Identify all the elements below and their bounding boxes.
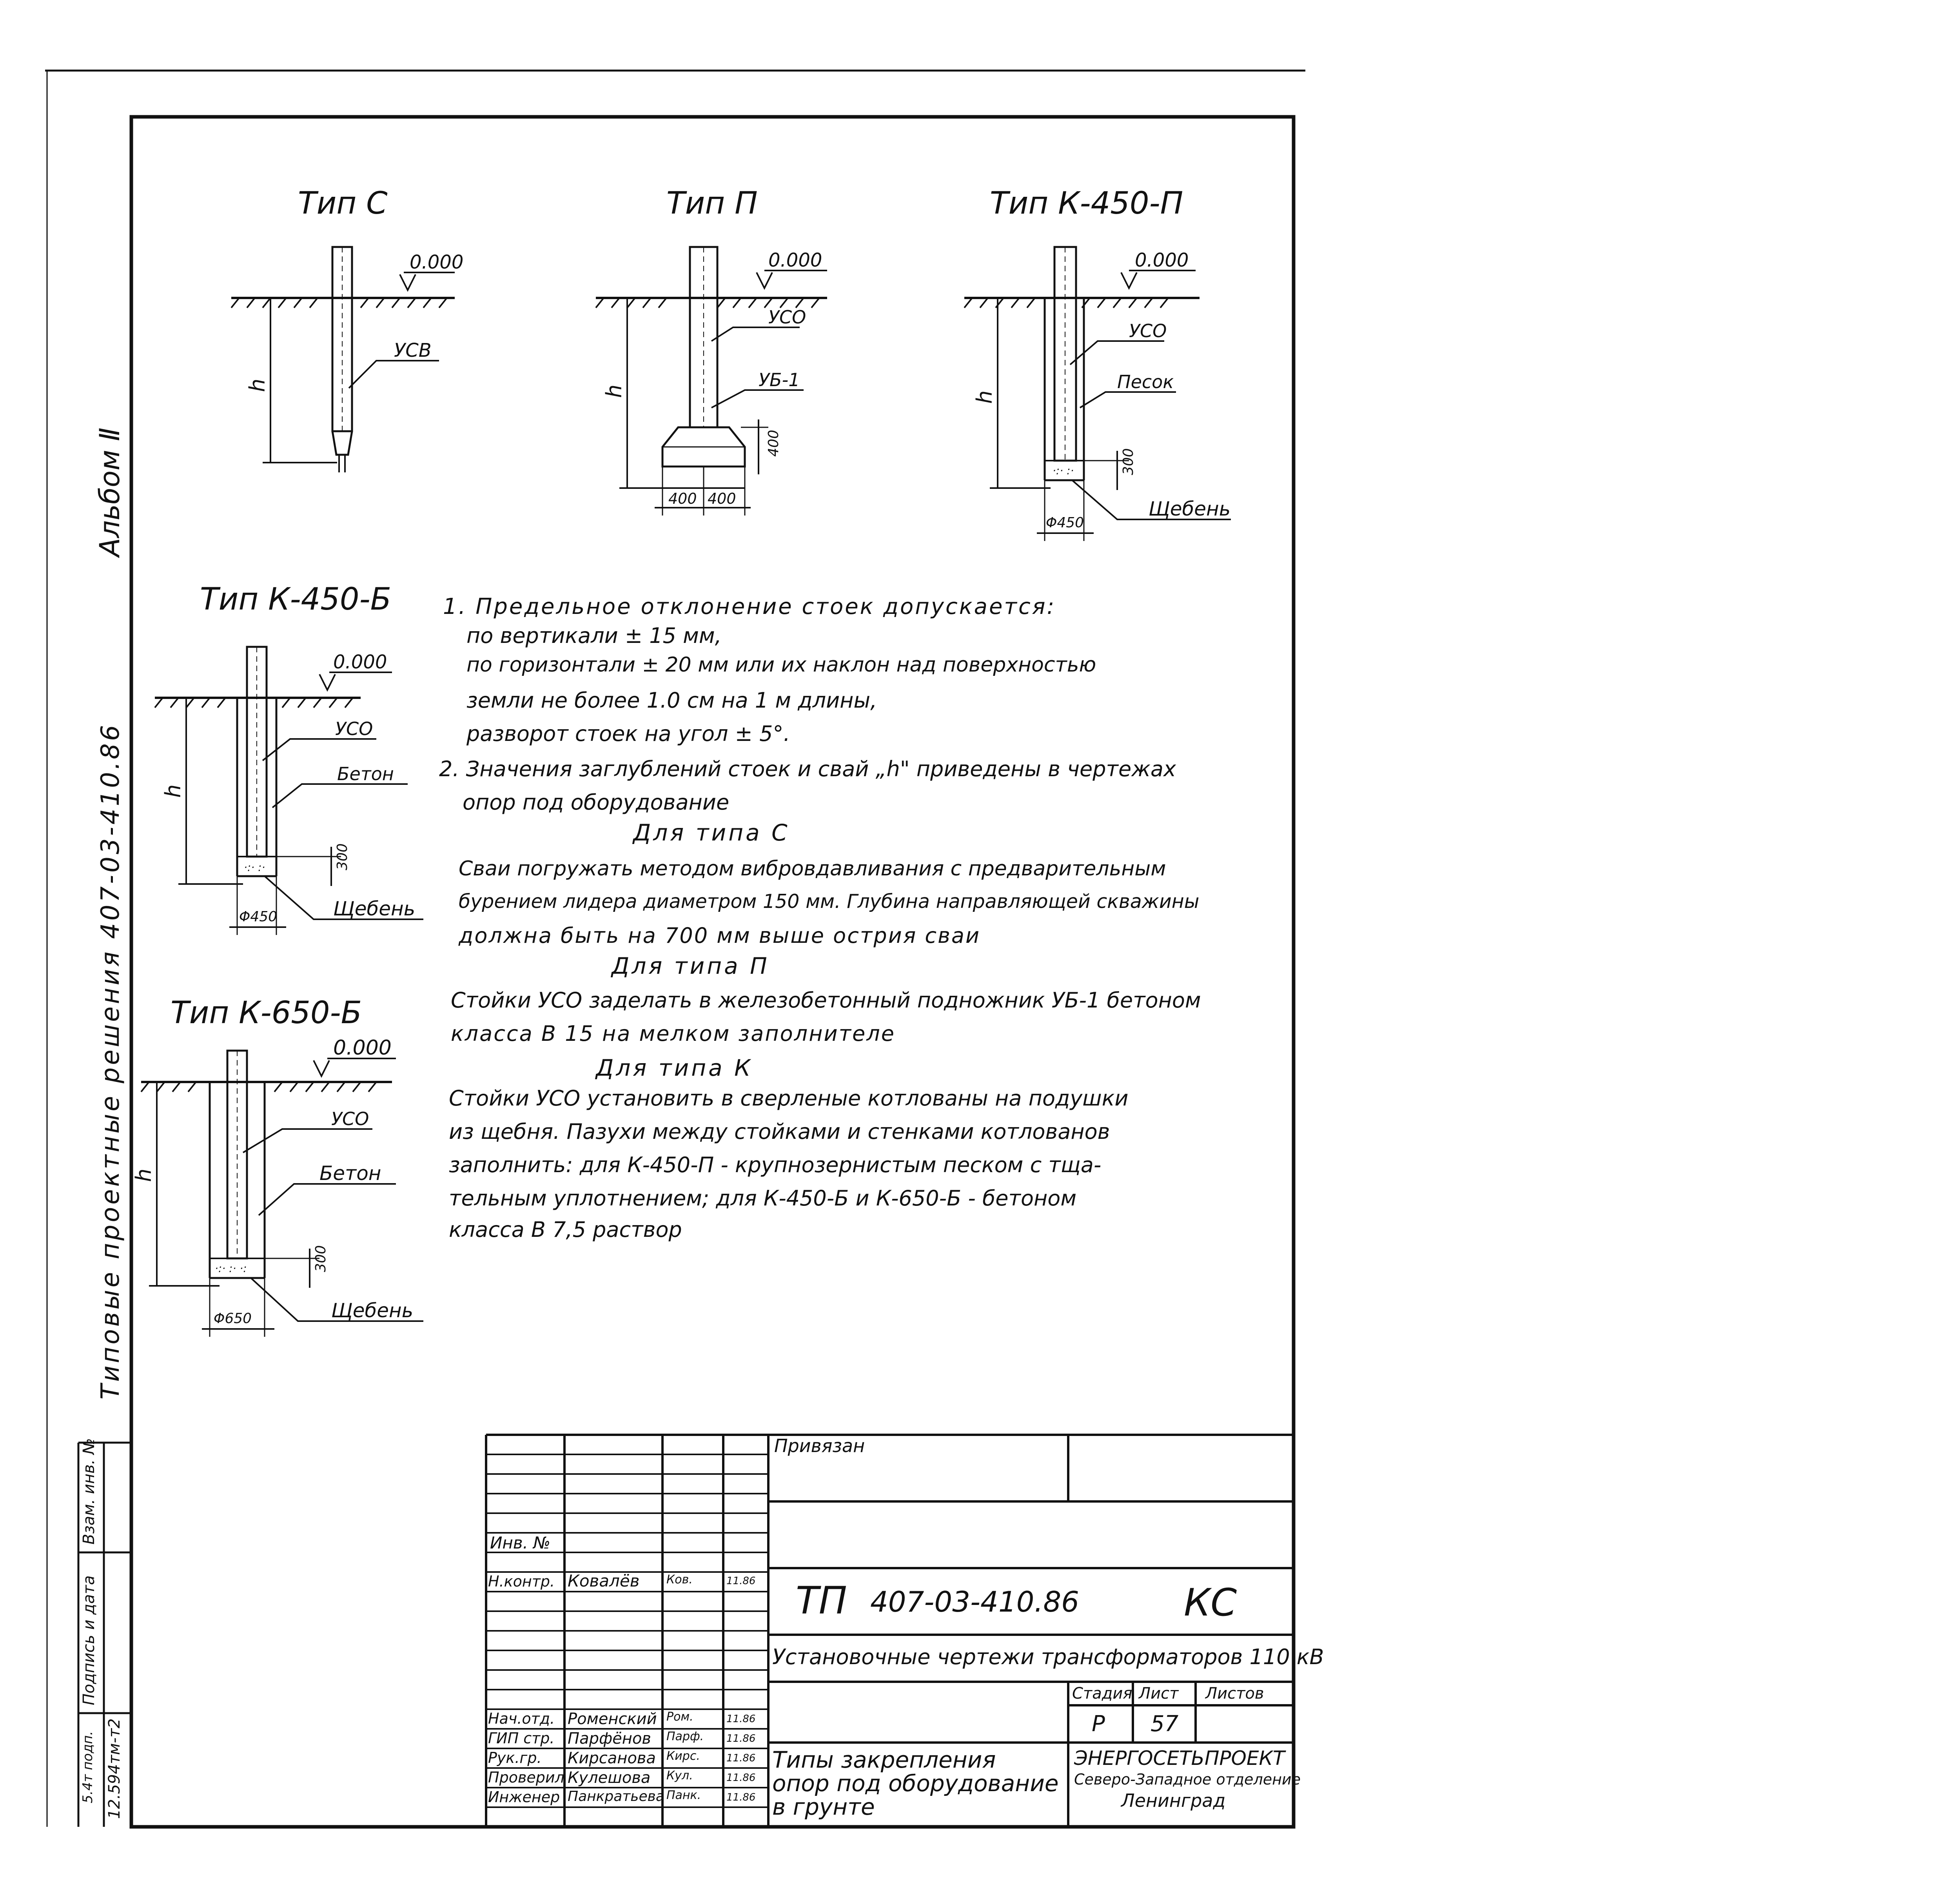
type-p-depth: h xyxy=(602,384,626,398)
note-line-6: 2. Значения заглублений стоек и свай „h" приведены в чертежах xyxy=(439,757,1176,781)
type-k450p-diameter: Φ450 xyxy=(1046,515,1084,531)
type-p-dim-right: 400 xyxy=(708,490,736,507)
series-label: Типовые проектные решения 407-03-410.86 xyxy=(96,722,125,1400)
type-k450b-level: 0.000 xyxy=(333,651,387,673)
sig-name-4: Кулешова xyxy=(568,1769,651,1787)
sig-name-5: Панкратьева xyxy=(568,1788,664,1804)
type-c-pile-label: УСВ xyxy=(394,339,432,361)
note-line-1: 1. Предельное отклонение стоек допускается: xyxy=(443,594,1056,619)
type-k650b-diameter: Φ650 xyxy=(214,1311,252,1327)
note-line-5: разворот стоек на угол ± 5°. xyxy=(466,721,790,746)
type-k450p-base-label: Щебень xyxy=(1149,497,1231,520)
type-c-heading: Для типа С xyxy=(633,819,790,846)
type-k450b-fill-label: Бетон xyxy=(337,763,394,784)
type-k450p-fill-label: Песок xyxy=(1117,371,1174,392)
type-p-title: Тип П xyxy=(666,186,758,221)
sig-date-1: 11.86 xyxy=(726,1713,756,1725)
sig-sign-4: Кул. xyxy=(666,1769,693,1783)
type-p-dim-left: 400 xyxy=(668,490,697,507)
sig-name-1: Роменский xyxy=(568,1710,657,1728)
org-line-3: Ленинград xyxy=(1121,1790,1226,1811)
type-p-line-2: класса В 15 на мелком заполнителе xyxy=(451,1021,896,1046)
sheet-value: 57 xyxy=(1151,1711,1179,1737)
svg-text:·:· :·: ·:· :· xyxy=(1053,464,1074,477)
type-k450b-base-label: Щебень xyxy=(333,897,416,920)
type-k450b-dim-height: 300 xyxy=(334,843,350,870)
sig-sign-5: Панк. xyxy=(666,1788,701,1802)
strip-small-note: 5.4т подп. xyxy=(80,1731,96,1803)
type-k650b-post-label: УСО xyxy=(331,1108,369,1129)
sheet-label: Лист xyxy=(1139,1685,1179,1703)
sig-role-0: Н.контр. xyxy=(488,1573,555,1590)
type-c-depth: h xyxy=(245,378,270,392)
sig-name-0: Ковалёв xyxy=(568,1571,640,1590)
type-k-heading: Для типа К xyxy=(596,1055,753,1081)
code-number: 407-03-410.86 xyxy=(870,1585,1079,1618)
drawing-title-line-3: в грунте xyxy=(772,1793,875,1820)
type-k650b-depth: h xyxy=(131,1168,156,1182)
type-k450p-level: 0.000 xyxy=(1135,249,1189,271)
type-c-level: 0.000 xyxy=(410,251,464,273)
inv-label: Инв. № xyxy=(490,1533,551,1552)
type-c-line-1: Сваи погружать методом вибровдавливания с предварительным xyxy=(459,857,1166,880)
sig-role-1: Нач.отд. xyxy=(488,1710,555,1727)
type-c-line-2: бурением лидера диаметром 150 мм. Глубина направляющей скважины xyxy=(459,890,1200,913)
svg-text:·:· :·: ·:· :· xyxy=(244,861,265,874)
sig-role-5: Инженер xyxy=(488,1788,560,1806)
project-title: Установочные чертежи трансформаторов 110 кВ xyxy=(772,1645,1324,1669)
type-k-line-3: заполнить: для К-450-П - крупнозернистым песком с тща- xyxy=(449,1153,1102,1177)
sig-date-0: 11.86 xyxy=(726,1575,756,1587)
type-k-line-5: класса В 7,5 раствор xyxy=(449,1217,682,1242)
type-p-level: 0.000 xyxy=(768,249,822,271)
note-line-2: по вертикали ± 15 мм, xyxy=(466,623,722,648)
type-k450p-post-label: УСО xyxy=(1129,320,1167,341)
sig-date-3: 11.86 xyxy=(726,1752,756,1764)
code-prefix: ТП xyxy=(796,1579,847,1623)
type-k450p-depth: h xyxy=(972,390,997,404)
drawing-title-line-2: опор под оборудование xyxy=(772,1770,1059,1797)
type-k450b-title: Тип К-450-Б xyxy=(200,582,392,617)
type-c-title: Тип С xyxy=(298,186,388,221)
type-k650b-title: Тип К-650-Б xyxy=(171,995,362,1031)
sig-role-4: Проверил xyxy=(488,1769,564,1786)
code-suffix: КС xyxy=(1184,1581,1237,1625)
type-k650b-level: 0.000 xyxy=(333,1036,392,1060)
type-p-post-label: УСО xyxy=(768,307,806,328)
sig-sign-3: Кирс. xyxy=(666,1749,700,1763)
note-line-3: по горизонтали ± 20 мм или их наклон над поверхностью xyxy=(466,653,1096,677)
sig-role-3: Рук.гр. xyxy=(488,1749,542,1766)
type-k-line-2: из щебня. Пазухи между стойками и стенками котлованов xyxy=(449,1119,1110,1144)
type-p-footing-label: УБ-1 xyxy=(759,369,800,390)
sig-name-3: Кирсанова xyxy=(568,1749,656,1767)
type-k-line-1: Стойки УСО установить в сверленые котлованы на подушки xyxy=(449,1086,1129,1111)
type-k450b-depth: h xyxy=(161,784,185,798)
type-p-line-1: Стойки УСО заделать в железобетонный подножник УБ-1 бетоном xyxy=(451,988,1201,1013)
sig-sign-2: Парф. xyxy=(666,1730,704,1743)
type-c-line-3: должна быть на 700 мм выше острия сваи xyxy=(459,923,981,948)
type-k650b-dim-height: 300 xyxy=(313,1245,329,1272)
type-k450p-title: Тип К-450-П xyxy=(990,186,1183,221)
sig-date-5: 11.86 xyxy=(726,1792,756,1803)
drawing-title-line-1: Типы закрепления xyxy=(772,1746,996,1773)
type-k-line-4: тельным уплотнением; для К-450-Б и К-650-Б - бетоном xyxy=(449,1186,1077,1211)
stage-value: Р xyxy=(1092,1711,1105,1737)
stage-label: Стадия xyxy=(1072,1685,1132,1703)
sig-date-2: 11.86 xyxy=(726,1733,756,1744)
sig-sign-1: Ром. xyxy=(666,1710,693,1724)
type-k450b-diameter: Φ450 xyxy=(239,909,278,925)
org-line-1: ЭНЕРГОСЕТЬПРОЕКТ xyxy=(1074,1747,1285,1770)
type-p-heading: Для типа П xyxy=(612,953,769,979)
album-label: Альбом Ⅱ xyxy=(94,427,126,557)
strip-col2-label: Подпись и дата xyxy=(80,1575,98,1705)
type-k450p-dim-height: 300 xyxy=(1120,448,1136,475)
type-k650b-base-label: Щебень xyxy=(331,1299,414,1322)
type-k650b-fill-label: Бетон xyxy=(319,1162,381,1185)
note-line-7: опор под оборудование xyxy=(463,790,730,815)
sig-role-2: ГИП стр. xyxy=(488,1730,555,1747)
strip-col1-label: Взам. инв. № xyxy=(80,1438,98,1545)
inventory-number: 12.594тм-т2 xyxy=(105,1718,123,1819)
type-k450b-post-label: УСО xyxy=(335,718,373,739)
note-line-4: земли не более 1.0 см на 1 м длины, xyxy=(466,688,877,713)
sig-sign-0: Ков. xyxy=(666,1573,693,1587)
org-line-2: Северо-Западное отделение xyxy=(1074,1771,1301,1788)
sig-date-4: 11.86 xyxy=(726,1772,756,1784)
type-p-dim-height: 400 xyxy=(766,430,782,457)
sheets-label: Листов xyxy=(1205,1685,1264,1703)
bound-label: Привязан xyxy=(774,1435,865,1456)
sig-name-2: Парфёнов xyxy=(568,1730,651,1748)
svg-text:·:· :· ·:: ·:· :· ·: xyxy=(215,1262,247,1275)
